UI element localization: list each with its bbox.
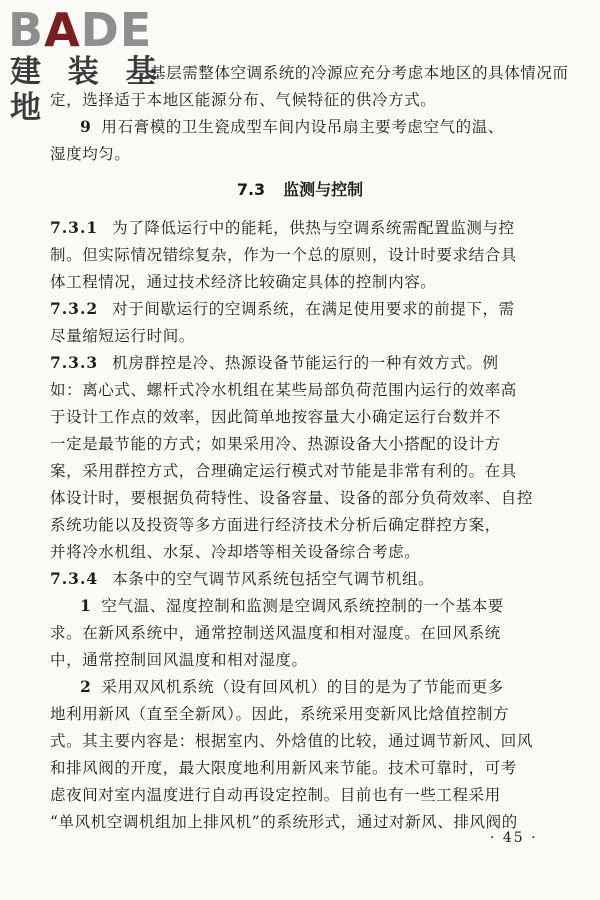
text-line: 制。但实际情况错综复杂，作为一个总的原则，设计时要求结合具 [50, 246, 517, 264]
text-line: 于设计工作点的效率，因此简单地按容量大小确定运行台数并不 [50, 408, 501, 426]
text-line: 定，选择适于本地区能源分布、气候特征的供冷方式。 [50, 91, 437, 109]
text-line: 基层需整体空调系统的冷源应充分考虑本地区的具体情况而 [150, 64, 569, 82]
clause-7-3-4: 7.3.4 本条中的空气调节风系统包括空气调节机组。 [50, 569, 435, 588]
text-line: 体设计时，要根据负荷特性、设备容量、设备的部分负荷效率、自控 [50, 489, 534, 507]
text-line: 体工程情况，通过技术经济比较确定具体的控制内容。 [50, 273, 437, 291]
text-line: 如：离心式、螺杆式冷水机组在某些局部负荷范围内运行的效率高 [50, 381, 517, 399]
text-line: 地利用新风（直至全新风）。因此，系统采用变新风比焓值控制方 [50, 705, 510, 723]
clause-7-3-3: 7.3.3 机房群控是冷、热源设备节能运行的一种有效方式。例 [50, 353, 499, 372]
section-heading: 7.3 监测与控制 [236, 180, 364, 199]
list-item-2: 2 采用双风机系统（设有回风机）的目的是为了节能而更多 [80, 677, 504, 696]
text-line: 并将冷水机组、水泵、冷却塔等相关设备综合考虑。 [50, 543, 421, 561]
page-number: · 45 · [490, 830, 538, 846]
text-line: 求。在新风系统中，通常控制送风温度和相对湿度。在回风系统 [50, 624, 501, 642]
logo-wordmark: BADE [8, 3, 153, 57]
clause-7-3-2: 7.3.2 对于间歇运行的空调系统，在满足使用要求的前提下，需 [50, 299, 515, 318]
text-line: “单风机空调机组加上排风机”的系统形式，通过对新风、排风阀的 [50, 813, 518, 831]
text-line: 系统功能以及投资等多方面进行经济技术分析后确定群控方案， [50, 516, 501, 534]
text-line: 案，采用群控方式，合理确定运行模式对节能是非常有利的。在具 [50, 462, 517, 480]
logo-chinese-text: 建 装 基 地 [10, 54, 165, 126]
text-line: 式。其主要内容是：根据室内、外焓值的比较，通过调节新风、回风 [50, 732, 534, 750]
text-line: 尽量缩短运行时间。 [50, 327, 195, 345]
text-line: 一定是最节能的方式；如果采用冷、热源设备大小搭配的设计方 [50, 435, 501, 453]
list-item-9: 9 用石膏模的卫生瓷成型车间内设吊扇主要考虑空气的温、 [80, 117, 504, 136]
text-line: 和排风阀的开度，最大限度地利用新风来节能。技术可靠时，可考 [50, 759, 517, 777]
text-line: 中，通常控制回风温度和相对湿度。 [50, 651, 308, 669]
clause-7-3-1: 7.3.1 为了降低运行中的能耗，供热与空调系统需配置监测与控 [50, 218, 515, 237]
text-line: 虑夜间对室内温度进行自动再设定控制。目前也有一些工程采用 [50, 786, 501, 804]
list-item-1: 1 空气温、湿度控制和监测是空调风系统控制的一个基本要 [80, 596, 504, 615]
text-line: 湿度均匀。 [50, 145, 131, 163]
